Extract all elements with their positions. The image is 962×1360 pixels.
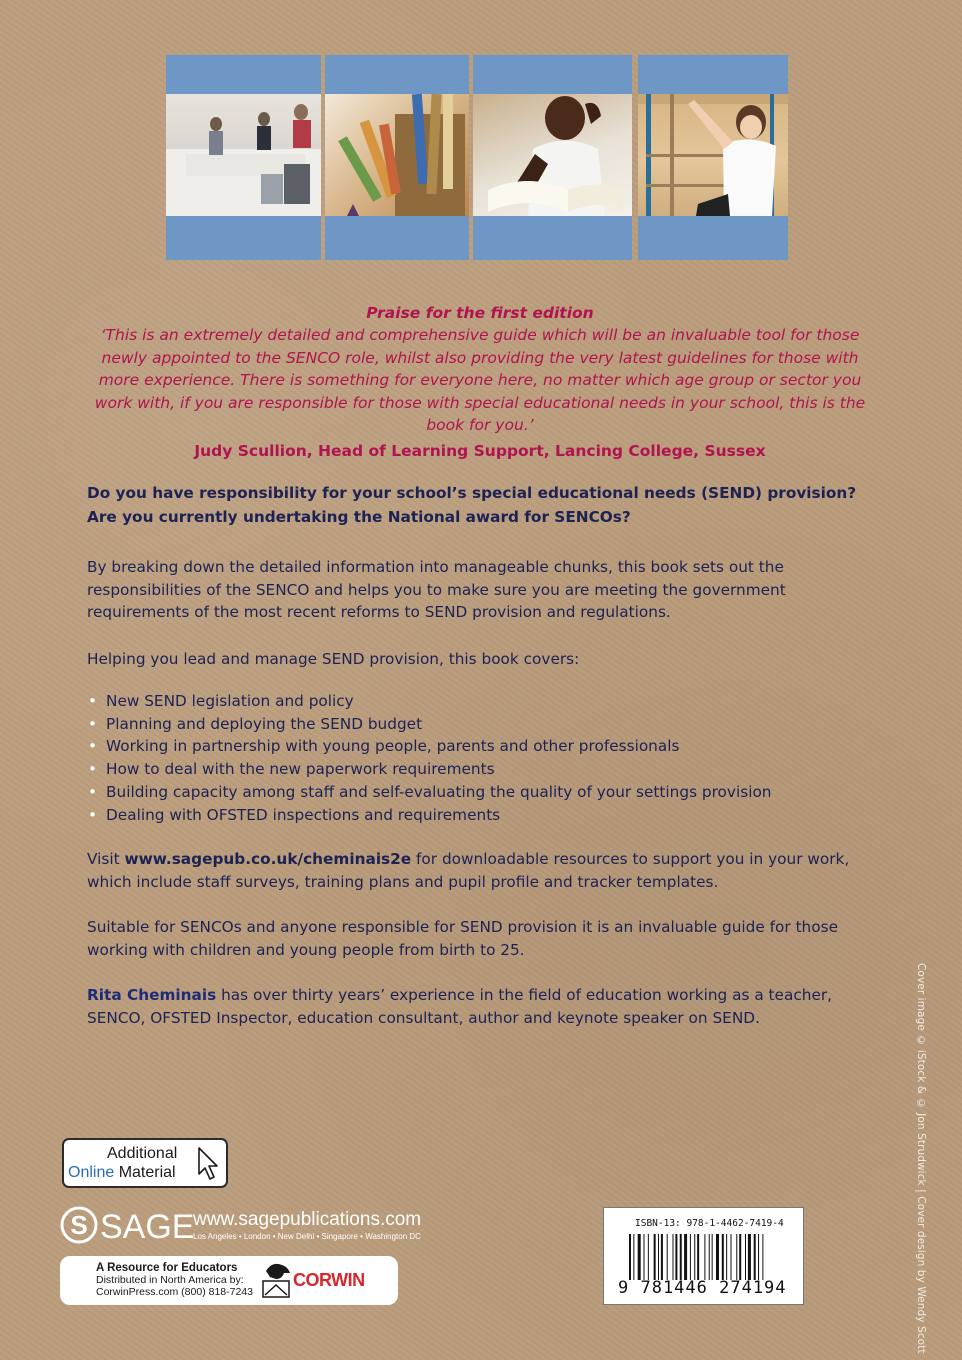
barcode-bar: [754, 1234, 756, 1280]
list-item-text: New SEND legislation and policy: [106, 692, 354, 710]
bullet-icon: •: [88, 692, 98, 710]
barcode-bar: [726, 1234, 727, 1280]
list-item: [87, 758, 772, 781]
praise-quote: ‘This is an extremely detailed and comprehensive guide which will be an invaluable tool for those newly appointed to the SENCO role, whilst also providing the very latest guidelines for those with more experience. There is something for everyone here, no matter which age group or sector you work with, if you are responsible for those with special educational needs in your school, this is the book for you.’: [94, 326, 866, 434]
barcode-bar: [690, 1234, 691, 1280]
sage-logo-text: SAGE: [100, 1208, 195, 1246]
barcode-bar: [758, 1234, 759, 1280]
pencils-photo: [325, 94, 469, 216]
barcode-bar: [658, 1234, 659, 1280]
barcode-bar: [654, 1234, 656, 1280]
question-line: Are you currently undertaking the National award for SENCOs?: [87, 508, 631, 526]
cursor-icon: [197, 1146, 219, 1182]
list-item: [87, 713, 772, 736]
list-item-text: Dealing with OFSTED inspections and requirements: [106, 805, 501, 824]
praise-block: [80, 302, 880, 463]
intro-paragraph: By breaking down the detailed information into manageable chunks, this book sets out the responsibilities of the SENCO and helps you to make sure you are meeting the government requirements of the most recent reforms to SEND provision and regulations.: [87, 558, 786, 621]
barcode-bar: [629, 1234, 631, 1280]
corwin-logo-text: CORWIN: [293, 1270, 365, 1290]
isbn-barcode: [603, 1207, 804, 1305]
author-bio-text: has over thirty years’ experience in the field of education working as a teacher, SENCO, OFSTED Inspector, education consultant, author and keynote speaker on SEND.: [87, 986, 833, 1027]
gym-girl-photo: [638, 94, 788, 216]
author-bio: [87, 984, 887, 1029]
barcode-bar: [716, 1234, 719, 1280]
barcode-bar: [673, 1234, 674, 1280]
barcode-bar: [748, 1234, 751, 1280]
list-item: [87, 735, 772, 758]
barcode-bar: [736, 1234, 737, 1280]
barcode-bar: [638, 1234, 641, 1280]
cover-credits: Cover image © iStock & © Jon Strudwick | Cover design by Wendy Scott: [915, 963, 927, 1354]
barcode-bar: [745, 1234, 746, 1280]
photo-panel: [166, 55, 321, 260]
photo-panel: [473, 55, 632, 260]
barcode-bar: [731, 1234, 732, 1280]
barcode-bar: [661, 1234, 663, 1280]
covers-lead-in: Helping you lead and manage SEND provision, this book covers:: [87, 650, 580, 668]
barcode-bar: [633, 1234, 634, 1280]
isbn-number: ISBN-13: 978-1-4462-7419-4: [635, 1218, 784, 1229]
reading-boy-photo: [473, 94, 632, 216]
badge-line-1: Additional: [107, 1145, 178, 1162]
barcode-icon: [629, 1234, 784, 1284]
svg-text:S: S: [70, 1210, 88, 1240]
barcode-bar: [667, 1234, 668, 1280]
corwin-distributor: [60, 1256, 398, 1305]
praise-attribution: Judy Scullion, Head of Learning Support, Lancing College, Sussex: [194, 441, 766, 460]
bullet-icon: •: [88, 714, 98, 733]
barcode-bar: [644, 1234, 645, 1280]
list-item-text: Planning and deploying the SEND budget: [106, 714, 423, 733]
barcode-bar: [704, 1234, 705, 1280]
barcode-bar: [762, 1234, 763, 1280]
barcode-bar: [648, 1234, 649, 1280]
visit-suffix: for downloadable resources to support you in your work, which include staff surveys, training plans and pupil profile and tracker templates.: [87, 850, 850, 891]
barcode-bar: [684, 1234, 687, 1280]
praise-heading: Praise for the first edition: [366, 304, 594, 322]
sage-cities: Los Angeles • London • New Delhi • Singapore • Washington DC: [193, 1232, 421, 1241]
question-block: [87, 481, 887, 529]
corwin-contact: CorwinPress.com (800) 818-7243: [96, 1285, 253, 1298]
meeting-photo: [166, 94, 321, 216]
visit-prefix: Visit: [87, 850, 125, 868]
barcode-bar: [739, 1234, 741, 1280]
corwin-tagline: A Resource for Educators: [96, 1262, 238, 1274]
online-material-badge: [62, 1138, 228, 1188]
photo-panel: [638, 55, 788, 260]
list-item-text: Building capacity among staff and self-evaluating the quality of your settings provision: [106, 782, 772, 801]
corwin-distribution: Distributed in North America by:: [96, 1274, 244, 1286]
author-name: Rita Cheminais: [87, 986, 217, 1004]
sage-url: www.sagepublications.com: [193, 1209, 422, 1230]
sage-publisher: [60, 1205, 450, 1245]
corwin-info: [96, 1262, 253, 1298]
barcode-bar: [680, 1234, 682, 1280]
corwin-crow-icon: [260, 1259, 292, 1299]
barcode-bar: [675, 1234, 677, 1280]
bullet-icon: •: [88, 782, 98, 801]
badge-line-2: [68, 1164, 176, 1182]
photo-panel: [325, 55, 469, 260]
resources-link[interactable]: www.sagepub.co.uk/cheminais2e: [124, 850, 412, 868]
question-line: Do you have responsibility for your school’s special educational needs (SEND) provision?: [87, 484, 857, 502]
photo-strip: [166, 55, 788, 260]
bullet-icon: •: [88, 760, 98, 779]
bullet-icon: •: [88, 805, 98, 824]
sage-logo-icon: [60, 1205, 195, 1246]
list-item: [87, 804, 772, 827]
badge-online-word: Online: [68, 1164, 115, 1181]
resources-paragraph: [87, 848, 887, 893]
list-item-text: How to deal with the new paperwork requirements: [106, 760, 495, 779]
audience-paragraph: Suitable for SENCOs and anyone responsible for SEND provision it is an invaluable guide for those working with children and young people from birth to 25.: [87, 918, 838, 959]
barcode-digits: 9 781446 274194: [618, 1278, 787, 1298]
list-item-text: Working in partnership with young people, parents and other professionals: [106, 737, 680, 756]
barcode-bar: [712, 1234, 713, 1280]
barcode-bar: [694, 1234, 695, 1280]
barcode-bar: [697, 1234, 699, 1280]
list-item: [87, 690, 772, 713]
barcode-bar: [722, 1234, 724, 1280]
badge-material-word: Material: [114, 1164, 176, 1181]
topics-list: [87, 690, 772, 826]
barcode-bar: [709, 1234, 710, 1280]
list-item: [87, 781, 772, 804]
bullet-icon: •: [88, 737, 98, 756]
